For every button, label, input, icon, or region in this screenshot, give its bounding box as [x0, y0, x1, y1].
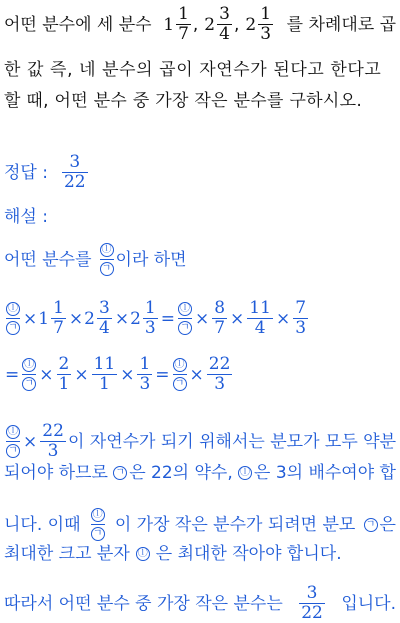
solution-text: 어떤 분수를: [4, 249, 92, 270]
circled-giyeok-icon: ㄱ: [113, 466, 127, 480]
answer-fraction: [299, 584, 325, 623]
unknown-fraction: [178, 300, 192, 337]
times-sign: ×: [275, 308, 291, 329]
inline-group: [364, 515, 396, 535]
solution-text: 이라 하면: [115, 249, 187, 270]
problem-text: 를 차례대로 곱: [286, 14, 396, 35]
fraction-bar: [22, 374, 36, 375]
numerator: 3: [98, 298, 110, 318]
times-sign: ×: [68, 308, 84, 329]
inline-group: [238, 463, 396, 483]
solution-paragraph-line-1: [4, 422, 396, 461]
times-sign: ×: [120, 364, 135, 385]
numerator: 3: [306, 583, 318, 603]
denominator: 3: [139, 374, 151, 394]
denominator: 4: [98, 318, 110, 338]
unknown-fraction: [100, 241, 114, 278]
whole-number: 1: [163, 14, 175, 35]
fraction: [137, 355, 152, 394]
equals-sign: =: [160, 308, 175, 329]
circled-nieun-icon: ⓛ: [240, 467, 250, 478]
solution-text: 따라서 어떤 분수 중 가장 작은 분수는: [4, 593, 283, 614]
circled-nieun-icon: ⓛ: [92, 509, 103, 520]
denominator: 1: [98, 374, 110, 394]
circled-nieun-icon: ⓛ: [8, 303, 18, 314]
numerator: 3: [69, 152, 81, 172]
unknown-fraction: [91, 506, 105, 543]
denominator: 7: [178, 24, 189, 44]
inline-group: [113, 463, 233, 483]
circled-giyeok-icon: ㄱ: [364, 518, 378, 532]
circled-nieun-icon: ⓛ: [24, 359, 35, 370]
fraction-bar: [100, 259, 114, 260]
problem-mixed-numbers: [163, 5, 275, 44]
solution-text: 되어야 하므로: [4, 463, 108, 483]
equals-sign: =: [5, 364, 20, 385]
numerator: 7: [295, 298, 307, 318]
numerator: 22: [208, 354, 231, 374]
times-sign: ×: [114, 308, 130, 329]
numerator: 1: [53, 298, 64, 318]
solution-text: 은 3의 배수여야 합: [254, 463, 396, 483]
answer-label: 정답 :: [4, 162, 48, 183]
circled-giyeok-icon: ㄱ: [91, 527, 105, 541]
numerator: 2: [58, 354, 70, 374]
denominator: 3: [260, 24, 272, 44]
unknown-fraction: [6, 423, 20, 460]
numerator: 11: [249, 298, 271, 318]
denominator: 7: [53, 318, 64, 338]
circled-nieun-icon: ⓛ: [101, 244, 112, 255]
denominator: 4: [254, 318, 266, 338]
solution-text: 이 자연수가 되기 위해서는 분모가 모두 약분: [67, 431, 396, 452]
fraction: [92, 355, 118, 394]
denominator: 22: [63, 172, 86, 192]
whole-number: 1: [38, 308, 50, 329]
problem-line-3: [4, 91, 396, 111]
circled-giyeok-icon: ㄱ: [173, 377, 187, 391]
fraction-bar: [173, 374, 187, 375]
times-sign: ×: [39, 364, 54, 385]
solution-text: 은 22의 약수,: [129, 463, 233, 483]
fraction: [97, 299, 112, 338]
denominator: 3: [144, 318, 156, 338]
fraction: [57, 355, 72, 394]
solution-label-line: [4, 207, 396, 227]
circled-nieun-icon: ⓛ: [8, 426, 18, 437]
fraction-bar: [6, 441, 20, 442]
fraction: [247, 299, 273, 338]
fraction-product: [4, 422, 68, 461]
answer-fraction: [62, 153, 88, 192]
circled-giyeok-icon: ㄱ: [6, 321, 20, 335]
solution-text: 입니다.: [341, 593, 396, 614]
solution-text: 은: [379, 514, 396, 535]
fraction: [51, 299, 66, 338]
numerator: 1: [260, 4, 272, 24]
solution-text: 이 가장 작은 분수가 되려면 분모: [114, 514, 356, 535]
whole-number: 2: [245, 14, 257, 35]
answer-line: [4, 153, 396, 192]
numerator: 1: [144, 298, 156, 318]
fraction: [212, 299, 227, 338]
solution-paragraph-line-3: [4, 506, 396, 543]
solution-paragraph-line-2: [4, 463, 396, 483]
solution-line-1: [4, 241, 396, 278]
times-sign: ×: [74, 364, 89, 385]
problem-line-1: [4, 5, 396, 44]
whole-number: 2: [204, 14, 216, 35]
unknown-fraction: [6, 300, 20, 337]
times-sign: ×: [189, 364, 204, 385]
solution-paragraph-line-5: [4, 584, 396, 623]
fraction: [258, 5, 273, 44]
numerator: 22: [42, 421, 64, 441]
circled-giyeok-icon: ㄱ: [6, 444, 20, 458]
whole-number: 2: [84, 308, 95, 329]
numerator: 1: [139, 354, 151, 374]
fraction: [143, 299, 158, 338]
denominator: 3: [214, 374, 226, 394]
fraction: [207, 355, 233, 394]
solution-text: 니다. 이때: [4, 514, 81, 535]
denominator: 3: [47, 441, 59, 461]
denominator: 3: [295, 318, 307, 338]
problem-text: 한 값 즉, 네 분수의 곱이 자연수가 된다고 한다고: [4, 60, 382, 80]
denominator: 1: [58, 374, 70, 394]
problem-text: 어떤 분수에 세 분수: [4, 14, 152, 35]
fraction-bar: [6, 318, 20, 319]
denominator: 4: [219, 24, 230, 44]
equals-sign: =: [155, 364, 170, 385]
fraction-bar: [91, 524, 105, 525]
times-sign: ×: [23, 431, 38, 452]
equation-line-1: [4, 299, 396, 338]
times-sign: ×: [23, 308, 38, 329]
denominator: 22: [301, 603, 323, 623]
numerator: 3: [219, 4, 230, 24]
fraction: [293, 299, 308, 338]
denominator: 7: [214, 318, 226, 338]
numerator: 11: [93, 354, 116, 374]
solution-label: 해설 :: [4, 207, 48, 227]
problem-line-2: [4, 60, 396, 80]
equation-line-2: [4, 355, 396, 394]
times-sign: ×: [230, 308, 245, 329]
unknown-fraction: [22, 356, 36, 393]
comma: ,: [192, 14, 199, 35]
comma: ,: [233, 14, 240, 35]
numerator: 8: [214, 298, 226, 318]
fraction: [217, 5, 232, 44]
fraction: [176, 5, 191, 44]
circled-nieun-icon: ⓛ: [174, 359, 185, 370]
whole-number: 2: [130, 308, 141, 329]
unknown-fraction: [173, 356, 187, 393]
numerator: 1: [178, 4, 189, 24]
solution-text: 최대한 크고 분자: [4, 544, 130, 564]
fraction: [40, 422, 66, 461]
problem-text: 할 때, 어떤 분수 중 가장 작은 분수를 구하시오.: [4, 91, 363, 111]
circled-nieun-icon: ⓛ: [179, 303, 190, 314]
solution-text: 은 최대한 작아야 합니다.: [155, 544, 342, 564]
fraction-bar: [178, 318, 192, 319]
circled-giyeok-icon: ㄱ: [100, 262, 114, 276]
circled-giyeok-icon: ㄱ: [178, 321, 192, 335]
times-sign: ×: [194, 308, 210, 329]
solution-paragraph-line-4: [4, 544, 396, 564]
circled-nieun-icon: ⓛ: [137, 548, 148, 559]
circled-giyeok-icon: ㄱ: [22, 377, 36, 391]
